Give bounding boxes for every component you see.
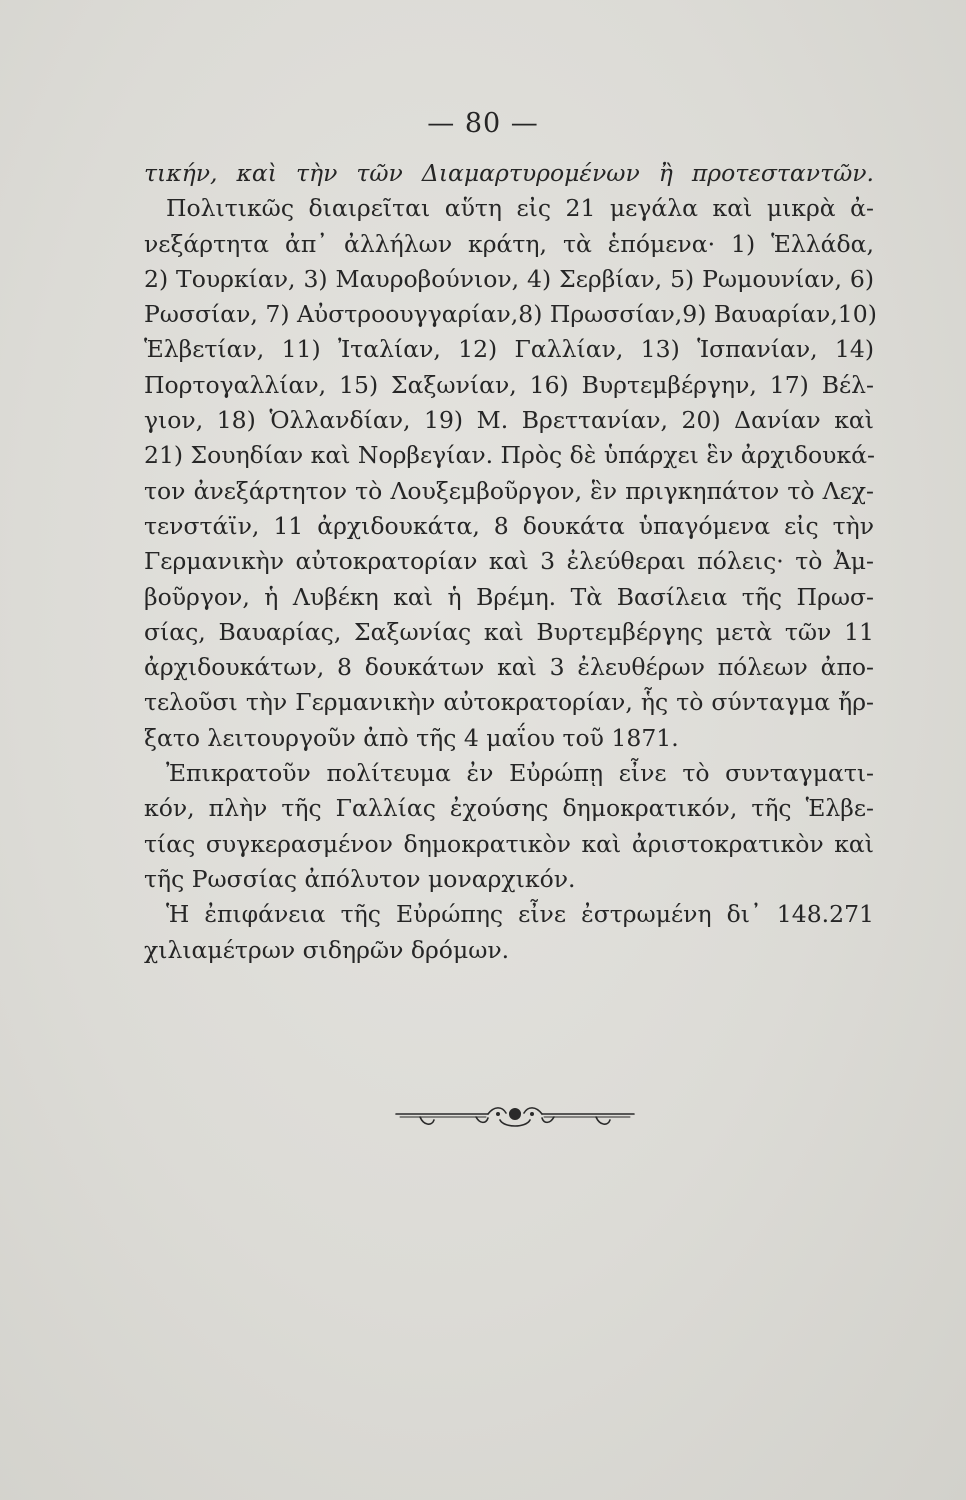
text-line: Ἡ ἐπιφάνεια τῆς Εὐρώπης εἶνε ἐστρωμένη δι᾽ 148.271 — [166, 900, 874, 929]
text-line: Ἐπικρατοῦν πολίτευμα ἐν Εὐρώπῃ εἶνε τὸ συνταγματι- — [166, 759, 874, 788]
text-line: ξατο λειτουργοῦν ἀπὸ τῆς 4 μαΐου τοῦ 1871. — [144, 723, 679, 752]
text-line: Ρωσσίαν, 7) Αὐστροουγγαρίαν,8) Πρωσσίαν,9) Βαυαρίαν,10) — [144, 300, 877, 329]
text-line: Πορτογαλλίαν, 15) Σαξωνίαν, 16) Βυρτεμβέργην, 17) Βέλ- — [144, 370, 874, 399]
text-line: βοῦργον, ἡ Λυβέκη καὶ ἡ Βρέμη. Τὰ Βασίλεια τῆς Πρωσ- — [144, 582, 874, 611]
text-line: ἀρχιδουκάτων, 8 δουκάτων καὶ 3 ἐλευθέρων πόλεων ἀπο- — [144, 653, 874, 682]
text-line: σίας, Βαυαρίας, Σαξωνίας καὶ Βυρτεμβέργης μετὰ τῶν 11 — [144, 617, 874, 646]
text-line: τενστάϊν, 11 ἀρχιδουκάτα, 8 δουκάτα ὑπαγόμενα εἰς τὴν — [144, 511, 874, 540]
text-line: τον ἀνεξάρτητον τὸ Λουξεμβοῦργον, ἓν πριγκηπάτον τὸ Λεχ- — [144, 476, 874, 505]
text-line: 2) Τουρκίαν, 3) Μαυροβούνιον, 4) Σερβίαν, 5) Ρωμουνίαν, 6) — [144, 264, 874, 293]
page-number: — 80 — — [427, 108, 539, 139]
text-line: τικήν, καὶ τὴν τῶν Διαμαρτυρομένων ἢ προτεσταντῶν. — [144, 159, 874, 187]
text-line: τίας συγκερασμένον δημοκρατικὸν καὶ ἀριστοκρατικὸν καὶ — [144, 829, 874, 858]
text-line: Ἑλβετίαν, 11) Ἰταλίαν, 12) Γαλλίαν, 13) Ἱσπανίαν, 14) — [144, 335, 874, 364]
text-line: τῆς Ρωσσίας ἀπόλυτον μοναρχικόν. — [144, 864, 576, 893]
text-line: γιον, 18) Ὁλλανδίαν, 19) Μ. Βρεττανίαν, 20) Δανίαν καὶ — [144, 406, 874, 435]
text-line: 21) Σουηδίαν καὶ Νορβεγίαν. Πρὸς δὲ ὑπάρχει ἓν ἀρχιδουκά- — [144, 441, 875, 470]
text-line: Πολιτικῶς διαιρεῖται αὕτη εἰς 21 μεγάλα καὶ μικρὰ ἀ- — [166, 194, 874, 223]
text-line: τελοῦσι τὴν Γερμανικὴν αὐτοκρατορίαν, ἧς τὸ σύνταγμα ἤρ- — [144, 688, 874, 717]
fleuron-ornament-icon — [390, 1100, 640, 1134]
text-line: Γερμανικὴν αὐτοκρατορίαν καὶ 3 ἐλεύθεραι πόλεις· τὸ Ἀμ- — [144, 547, 874, 576]
text-line: νεξάρτητα ἀπ᾽ ἀλλήλων κράτη, τὰ ἑπόμενα· 1) Ἑλλάδα, — [144, 229, 874, 258]
text-line: κόν, πλὴν τῆς Γαλλίας ἐχούσης δημοκρατικόν, τῆς Ἑλβε- — [144, 794, 874, 823]
text-line: χιλιαμέτρων σιδηρῶν δρόμων. — [144, 935, 510, 964]
body-text — [144, 156, 877, 968]
